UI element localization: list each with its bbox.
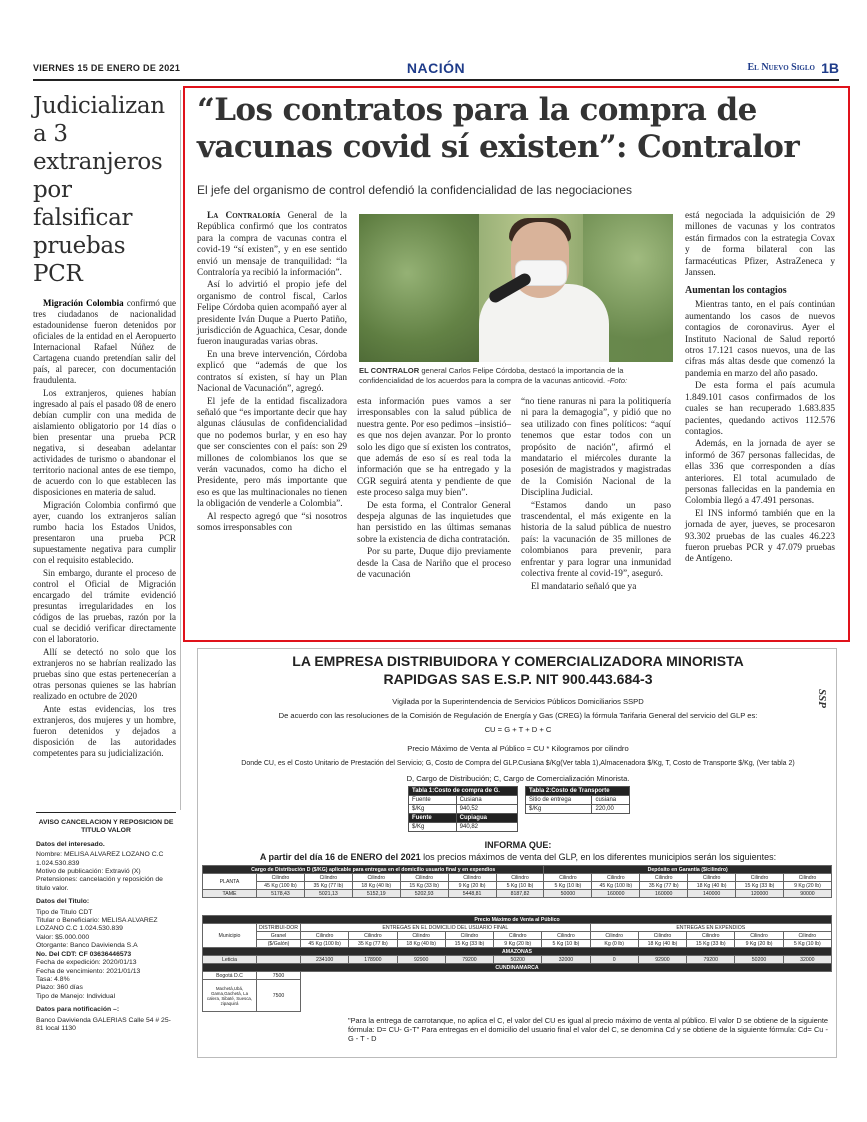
issue-date: VIERNES 15 DE ENERO DE 2021 (33, 63, 181, 73)
ad-title-1: LA EMPRESA DISTRIBUIDORA Y COMERCIALIZADORA MINORISTA (292, 653, 744, 669)
page-number: 1B (821, 60, 839, 76)
cost-table-2: Tabla 2:Costo de Transporte Sitio de entrega cusiana $/Kg 220,00 (525, 786, 630, 814)
article-paragraph: Además, en la jornada de ayer se informó de 367 personas fallecidas, de ellas 336 que corresponden a días anteriores. El total acumulado de personas fallecidas en la pandemia en Colombia llegó a 47.491 personas. (685, 439, 835, 507)
gas-price-advertisement (197, 648, 837, 1058)
article-paragraph: El mandatario señaló que ya (531, 581, 637, 592)
notice-line: Valor: $5.000.000 (36, 933, 90, 941)
main-article-title: “Los contratos para la compra de vacunas covid sí existen”: Contralor (197, 92, 800, 165)
ad-line: Vigilada por la Superintendencia de Servicios Públicos Domiciliarios SSPD (392, 697, 644, 706)
article-paragraph: Así lo advirtió el propio jefe del organismo de control fiscal, Carlos Felipe Córdoba quien acompañó ayer al presidente Iván Duque a Puerto Patiño, jurisdicción de Aguachica, Cesar, donde fueron inauguradas varias obras. (197, 280, 347, 348)
notice-section-heading: Datos para notificación –: (36, 1006, 120, 1014)
newspaper-name: El Nuevo Siglo (747, 62, 815, 73)
ad-effective-date: A partir del día 16 de ENERO del 2021 los precios máximos de venta del GLP, en los diferentes municipios serán los siguientes: (259, 852, 777, 862)
article-paragraph: Al respecto agregó que “si nosotros somos irresponsables con (197, 511, 347, 533)
notice-rule (36, 812, 176, 813)
notice-line: Pretensiones: cancelación y reposición de titulo valor. (36, 876, 163, 892)
article-paragraph: El jefe de la entidad fiscalizadora señaló que “es importante decir que hay algunas cláusulas de confidencialidad que no podemos burlar, y en eso hay que ser conscientes con el país: son 29 millones de colombianos los que se verán vacunados, como ha dicho el Presidente, pero más importante que eso es que las multinacionales no tienen la obligación de venderle a Colombia”. (197, 396, 347, 510)
notice-line: Titular o Beneficiario: MELISA ALVAREZ LOZANO C.C 1.024.530.839 (36, 917, 158, 933)
left-article-headline: Judicializan a 3 extranjeros por falsificar pruebas PCR (33, 93, 165, 287)
article-paragraph: La Contraloría General de la República confirmó que los contratos para la compra de vacunas contra el covid-19 “sí existen”, y en ese sentido envió un mensaje de tranquilidad: “la Contraloría ya recibió la información”. (197, 211, 347, 279)
distribution-charge-table: Cargo de Distribución D ($/KG) aplicable para entregas en el domicilio usuario final y en expendios Depósito en Garantía ($/cilindro) PLANTA Cilindro Cilindro Cilindro Cilindro Cilindro Cilindro Cilindro Cilindro Cilindro Cilindro Cilindro Cilindro 45 Kg (100 lb) 35 Kg (77 lb) 18 Kg (40 lb) 15 Kg (33 lb) 9 Kg (20 lb) 5 Kg (10 lb) 5 Kg (10 lb) 45 Kg (100 lb) 35 Kg (77 lb) 18 Kg (40 lb) 15 Kg (33 lb) 9 Kg (20 lb) TAME 5178,43 5021,13 5152,19 5202,93 5448,81 8187,82 50000 160000 160000 140000 120000 90000 (202, 865, 832, 898)
subheading: Aumentan los contagios (685, 285, 787, 297)
main-article-subtitle: El jefe del organismo de control defendió la confidencialidad de las negociaciones (197, 183, 632, 197)
ad-line: Precio Máximo de Venta al Público = CU * Kilogramos por cilindro (407, 744, 629, 753)
ad-line: Donde CU, es el Costo Unitario de Prestación del Servicio; G, Costo de Compra del GLP.Cusiana $/Kg(Ver tabla 1),Almacenadora $/Kg, T, Costo de Transporte $/Kg, (Ver tabla 2) (241, 760, 795, 767)
article-paragraph: esta información pues vamos a ser irresponsables con la salud pública de nuestra gente. Por eso pedimos –insistió– es que nos dejen avanzar. Por lo pronto solo les digo que sí existen los contratos, que además de eso sí es real toda la información que se ha entregado y la CGR seguirá atenta y pendiente de que este proceso salga muy bien”. (357, 397, 511, 499)
article-paragraph: De esta forma, el Contralor General despeja algunas de las inquietudes que han persistido en las últimas semanas sobre la existencia de dicha contratación. (357, 500, 511, 545)
left-article-paragraph: Ante estas evidencias, los tres extranjeros, dos mujeres y un hombre, fueron detenidos y dejados a disposición de las autoridades competentes para su judicialización. (33, 704, 176, 758)
masthead-rule (33, 79, 839, 81)
notice-line: Fecha de expedición: 2020/01/13 (36, 959, 137, 967)
article-paragraph: En una breve intervención, Córdoba explicó que “además de que los contratos sí existen, sí hay un Plan Nacional de Vacunación”, agregó. (197, 349, 347, 395)
notice-line: Motivo de publicación: Extravió (X) (36, 868, 141, 876)
article-paragraph: “Estamos dando un paso trascendental, el más exigente en la historia de la salud pública de nuestro país: la vacunación de 35 millones de colombianos para prevenir, para enfrentar y para lograr una inmunidad colectiva frente al covid-19”, aseguró. (521, 500, 671, 580)
notice-line: Tipo de Manejo: Individual (36, 992, 116, 1000)
article-paragraph: Por su parte, Duque dijo previamente desde la Casa de Nariño que el proceso de vacunación (357, 547, 511, 581)
notice-line: Plazo: 360 días (36, 984, 83, 992)
cost-table-1: Tabla 1:Costo de compra de G. Fuente Cusiana $/Kg 940,52 Fuente Cupiagua $/Kg 940,82 (408, 786, 518, 832)
article-paragraph: está negociada la adquisición de 29 millones de vacunas y los contratos están firmados con la estrategia Covax y de forma bilateral con las farmacéuticas Pfizer, AstraZeneca y Janssen. (685, 211, 835, 279)
left-article-paragraph: Migración Colombia confirmó que ayer, cuando los extranjeros salían rumbo hacia los Estados Unidos, presentaron una prueba PCR supuestamente negativa para cumplir con el requisito establecido. (33, 500, 176, 565)
main-article-column-4 (685, 211, 835, 567)
ad-footnote: "Para la entrega de carrotanque, no aplica el C, el valor del CU es igual al precio máximo de venta al público. El valor D se obtiene de la siguiente fórmula: D= CU- G-T" Para entregas en el domicilio del usuario final el valor del C, se denomina Cd y se obtiene de la siguiente fórmula: Cd= Cu - G - T - D (348, 1016, 828, 1043)
ad-title-2: RAPIDGAS SAS E.S.P. NIT 900.443.684-3 (383, 671, 653, 687)
main-article-column-2 (357, 397, 511, 583)
left-article-paragraph: Sin embargo, durante el proceso de control el Oficial de Migración encargado del trámite evidenció presuntas irregularidades en los códigos de las pruebas, razón por la cual se decidió verificar directamente con el laboratorio. (33, 568, 176, 644)
article-paragraph: “no tiene ranuras ni para la politiquería ni para la demagogia”, y pidió que no sea utilizado con fines políticos: “aquí tenemos que estar todos con un propósito de nación”, afirmó el mandatario el miércoles durante la posesión de magistrados y magistradas de la Comisión Nacional de la Disciplina Judicial. (521, 397, 671, 499)
notice-line: No. Del CDT: CF 03636446573 (36, 950, 132, 958)
left-article-body (33, 298, 176, 759)
article-paragraph: De esta forma el país acumula 1.849.101 casos confirmados de los cuales se han recuperado 1.683.835 pacientes, quedando activos 112.576 contagios. (685, 381, 835, 437)
ad-line: D, Cargo de Distribución; C, Cargo de Comercialización Minorista. (406, 774, 630, 783)
notice-line: Banco Davivienda GALERIAS Calle 54 # 25-81 local 1130 (36, 1016, 171, 1032)
left-article (33, 92, 176, 761)
notice-section-heading: Datos del Titulo: (36, 898, 90, 906)
notice-line: Fecha de vencimiento: 2021/01/13 (36, 967, 141, 975)
article-lede: La Contraloría (207, 211, 281, 221)
price-table: Precio Máximo de Venta al Público Municipio DISTRIBUI-DOR ENTREGAS EN EL DOMICILIO DEL USUARIO FINAL ENTREGAS EN EXPENDIOS Granel Cilindro Cilindro Cilindro Cilindro Cilindro Cilindro Cilindro Cilindro Cilindro Cilindro Cilindro ($/Galón) 45 Kg (100 lb) 35 Kg (77 lb) 18 Kg (40 lb) 15 Kg (33 lb) 9 Kg (20 lb) 5 Kg (10 lb) Kg (0 lb) 18 Kg (40 lb) 15 Kg (33 lb) 9 Kg (20 lb) 5 Kg (10 lb) AMAZONAS Leticia 234100 178900 92900 79200 50200 32000 0 92900 79200 50200 32000 CUNDINAMARCA Bogotá D.C 7500 Machetá,Ubá, Gama,Gachetá, La calera, Sibaté, Suesca, zipaquirá 7500 (202, 915, 832, 1012)
cancellation-notice (36, 819, 176, 1033)
notice-line: Tasa: 4.8% (36, 975, 70, 983)
ad-informa: INFORMA QUE: (484, 840, 552, 850)
main-article-column-3 (521, 397, 671, 594)
ssp-logo: SSP (816, 689, 828, 708)
ad-line: De acuerdo con las resoluciones de la Comisión de Regulación de Energía y Gas (CREG) la fórmula Tarifaria General del servicio del GLP es: (278, 711, 758, 720)
left-article-paragraph: Migración Colombia confirmó que tres ciudadanos de nacionalidad estadounidense fueron detenidos por oficiales de la entidad en el Aeropuerto Internacional Rafael Núñez de Cartagena cuando pretendían salir del país, al parecer, con documentación fraudulenta. (33, 298, 176, 385)
ad-formula: CU = G + T + D + C (484, 725, 552, 734)
notice-line: Tipo de Titulo CDT (36, 908, 93, 916)
main-article-column-1 (197, 211, 347, 535)
masthead (33, 60, 839, 78)
left-article-lede: Migración Colombia (43, 298, 124, 308)
section-name: NACIÓN (406, 60, 466, 76)
article-paragraph: Mientras tanto, en el país continúan aumentando los casos de nuevos contagios de coronavirus. Ayer el Instituto Nacional de Salud reportó otros 17.121 casos nuevos, una de las cifras más altas desde que comenzó la pandemia en marzo del año pasado. (685, 300, 835, 379)
photo-caption: EL CONTRALOR general Carlos Felipe Córdoba, destacó la importancia de la confidencialidad de los acuerdos para la compra de la vacunas anticovid. -Foto: (359, 366, 628, 385)
left-article-paragraph: Los extranjeros, quienes habían ingresado al país el pasado 08 de enero debían cumplir con una medida de aislamiento obligatorio por 14 días o bien presentar una prueba PCR negativa, si deseaban adelantar actividades de turismo o abandonar el territorio nacional antes de ese tiempo, de acuerdo con lo que establecen las disposiciones en materia de salud. (33, 388, 176, 497)
article-paragraph: El INS informó también que en la jornada de ayer, jueves, se procesaron 93.302 pruebas de las cuales 46.223 fueron pruebas PCR y 47.079 pruebas de Antígeno. (685, 508, 835, 565)
column-divider (180, 90, 181, 810)
notice-section-heading: Datos del interesado. (36, 840, 105, 848)
left-article-paragraph: Allí se detectó no solo que los extranjeros no se habrían realizado las pruebas sino que estas pertenecerían a otras personas quienes se las habrían realizado en octubre de 2020 (33, 647, 176, 701)
notice-line: Otorgante: Banco Davivienda S.A (36, 942, 138, 950)
contralor-photo (359, 214, 673, 362)
notice-line: Nombre: MELISA ALVAREZ LOZANO C.C 1.024.530.839 (36, 851, 164, 867)
notice-title: AVISO CANCELACION Y REPOSICION DE TITULO VALOR (38, 819, 174, 835)
